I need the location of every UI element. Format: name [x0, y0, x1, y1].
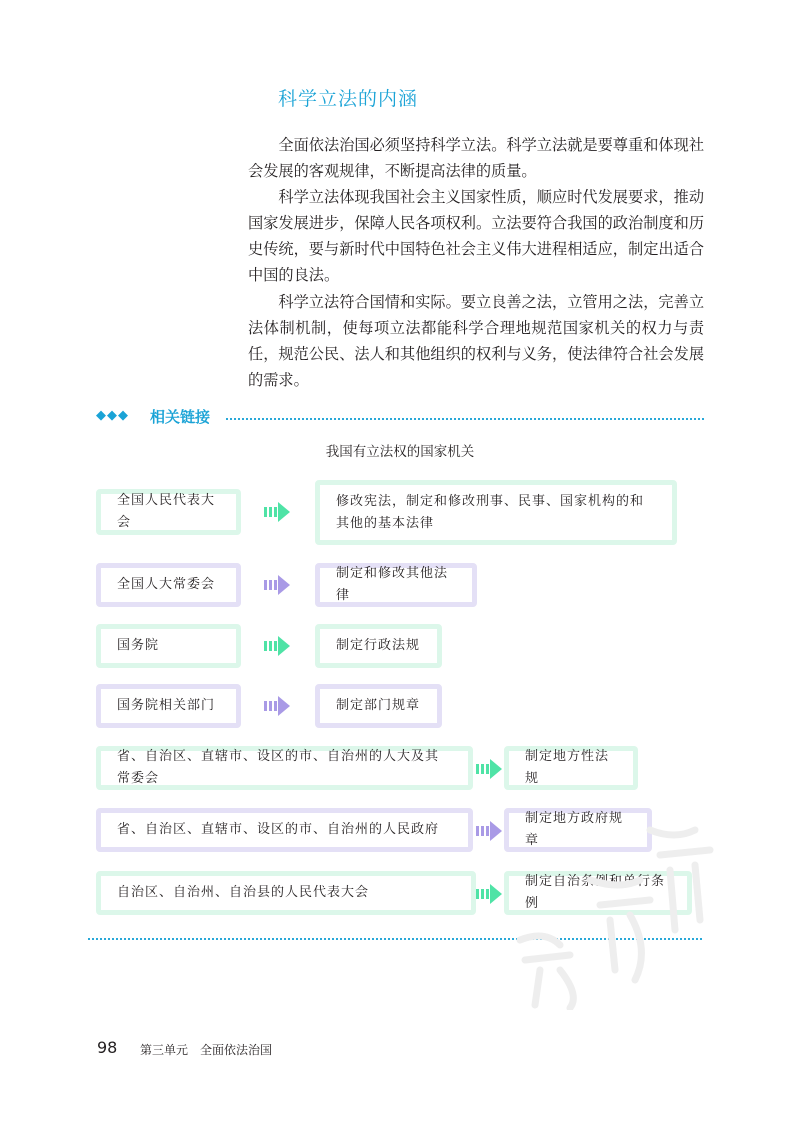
paragraph-1: 全面依法治国必须坚持科学立法。科学立法就是要尊重和体现社会发展的客观规律，不断提高法律的质量。 — [248, 136, 704, 181]
organ-box-state-council-departments — [96, 684, 241, 728]
body-text — [248, 132, 704, 393]
paragraph-2: 科学立法体现我国社会主义国家性质，顺应时代发展要求，推动国家发展进步，保障人民各项权利。立法要符合我国的政治制度和历史传统，要与新时代中国特色社会主义伟大进程相适应，制定出适合中国的良法。 — [248, 188, 704, 285]
power-label: 制定行政法规 — [336, 638, 421, 653]
right-arrow-icon — [264, 636, 290, 656]
power-label: 修改宪法，制定和修改刑事、民事、国家机构的和其他的基本法律 — [336, 493, 645, 531]
organ-box-npc — [96, 489, 241, 535]
power-box-local-congress — [504, 746, 638, 790]
unit-label: 第三单元 — [140, 1043, 189, 1057]
power-box-npc — [315, 480, 677, 545]
right-arrow-icon — [476, 759, 502, 779]
power-label: 制定部门规章 — [336, 698, 421, 713]
power-box-state-council — [315, 624, 442, 668]
organ-box-local-government — [96, 808, 473, 852]
related-link-header — [96, 406, 704, 432]
power-label: 制定自治条例和单行条例 — [525, 874, 666, 911]
page-number: 98 — [97, 1038, 118, 1057]
organ-label: 自治区、自治州、自治县的人民代表大会 — [117, 885, 370, 900]
power-label: 制定地方性法规 — [525, 749, 610, 786]
footer-unit-info — [140, 1041, 284, 1058]
section-title: 科学立法的内涵 — [278, 88, 419, 110]
organ-label: 省、自治区、直辖市、设区的市、自治州的人大及其常委会 — [117, 749, 440, 786]
organ-box-autonomous-congress — [96, 871, 476, 915]
organ-box-state-council — [96, 624, 241, 668]
power-label: 制定和修改其他法律 — [336, 566, 449, 603]
paragraph-3: 科学立法符合国情和实际。要立良善之法，立管用之法，完善立法体制机制，使每项立法都能科学合理地规范国家机关的权力与责任，规范公民、法人和其他组织的权利与义务，使法律符合社会发展的需求。 — [248, 292, 704, 389]
power-label: 制定地方政府规章 — [525, 811, 624, 848]
organ-label: 全国人大常委会 — [117, 577, 216, 592]
right-arrow-icon — [476, 821, 502, 841]
organ-label: 全国人民代表大会 — [117, 493, 216, 530]
right-arrow-icon — [476, 884, 502, 904]
unit-title: 全面依法治国 — [200, 1043, 273, 1057]
right-arrow-icon — [264, 502, 290, 522]
right-arrow-icon — [264, 696, 290, 716]
dotted-divider-top — [226, 418, 704, 420]
related-link-title: 相关链接 — [150, 408, 211, 426]
diamond-icons: ◆◆◆ — [96, 408, 129, 423]
organ-box-npc-standing-committee — [96, 563, 241, 607]
power-box-state-council-departments — [315, 684, 442, 728]
organ-label: 国务院相关部门 — [117, 698, 216, 713]
power-box-npc-standing-committee — [315, 563, 477, 607]
page-footer — [97, 1038, 273, 1057]
watermark-graphic — [500, 810, 730, 1010]
organ-label: 省、自治区、直辖市、设区的市、自治州的人民政府 — [117, 822, 440, 837]
chart-title: 我国有立法权的国家机关 — [325, 444, 475, 460]
right-arrow-icon — [264, 575, 290, 595]
organ-label: 国务院 — [117, 638, 160, 653]
organ-box-local-congress — [96, 746, 473, 790]
